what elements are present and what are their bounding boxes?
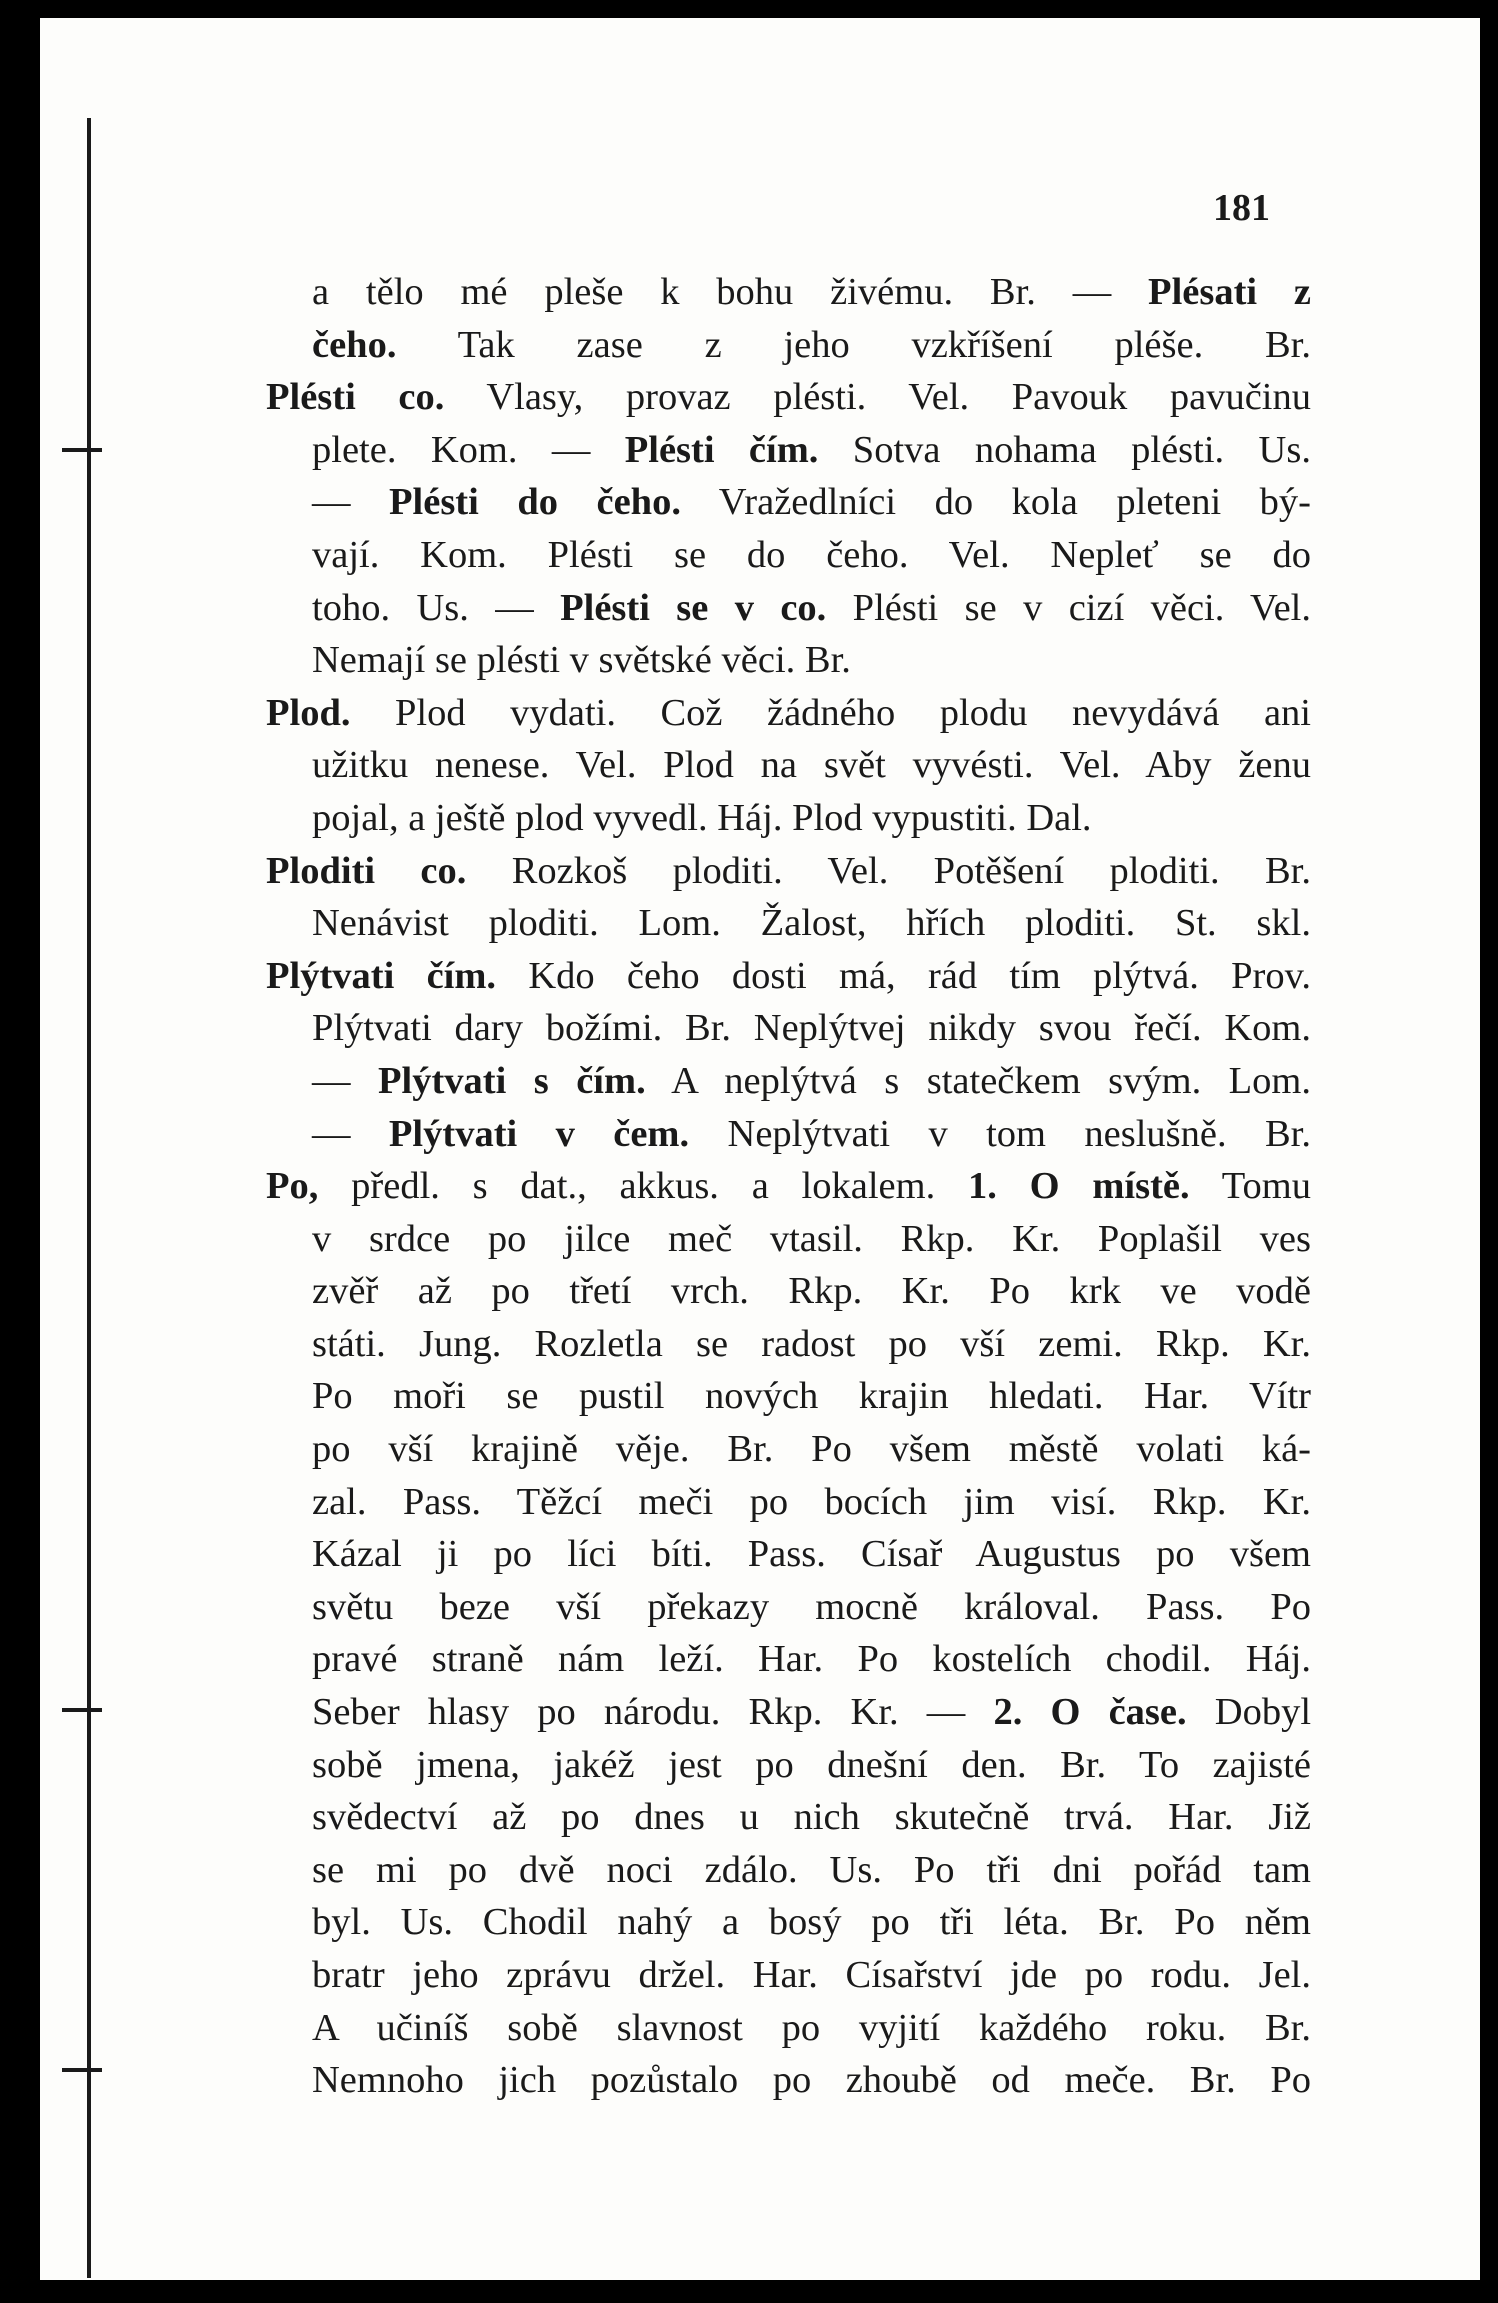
text-line <box>266 424 1311 477</box>
text-line <box>266 529 1311 582</box>
body-text: pojal, a ještě plod vyvedl. Háj. Plod vypustiti. Dal. <box>312 796 1092 839</box>
body-text: v srdce po jilce meč vtasil. Rkp. Kr. Poplašil ves <box>312 1217 1311 1260</box>
body-text: — <box>312 1112 389 1155</box>
margin-tick-mark <box>62 2068 102 2072</box>
body-text: Nemají se plésti v světské věci. Br. <box>312 639 851 682</box>
headword-text: Ploditi co. <box>266 849 467 892</box>
text-line <box>266 687 1311 740</box>
text-line <box>266 1739 1311 1792</box>
body-text: Seber hlasy po národu. Rkp. Kr. — <box>312 1691 994 1734</box>
headword-text: Plýtvati s čím. <box>377 1059 646 1102</box>
body-text: Kázal ji po líci bíti. Pass. Císař Augustus po všem <box>312 1533 1311 1576</box>
text-line <box>266 792 1311 845</box>
body-text: plete. Kom. — <box>312 428 625 471</box>
headword-text: Plésti čím. <box>624 428 819 471</box>
headword-text: 1. O místě. <box>967 1165 1190 1208</box>
body-text: Vražedlníci do kola pleteni bý- <box>680 481 1311 524</box>
body-text: — <box>312 481 390 524</box>
headword-text: Po, <box>266 1165 319 1208</box>
headword-text: Plod. <box>266 691 351 734</box>
page-number: 181 <box>1213 187 1270 229</box>
body-text: vají. Kom. Plésti se do čeho. Vel. Nepleť se do <box>312 533 1311 576</box>
body-text: Plýtvati dary božími. Br. Neplýtvej nikdy svou řečí. Kom. <box>312 1007 1311 1050</box>
body-text: sobě jmena, jakéž jest po dnešní den. Br. To zajisté <box>312 1743 1311 1786</box>
text-line <box>266 1896 1311 1949</box>
headword-text: Plésti co. <box>266 376 445 419</box>
headword-text: 2. O čase. <box>993 1691 1187 1734</box>
body-text: užitku nenese. Vel. Plod na svět vyvésti. Vel. Aby ženu <box>312 744 1311 787</box>
body-text: pravé straně nám leží. Har. Po kostelích chodil. Háj. <box>312 1638 1311 1681</box>
text-line <box>266 1949 1311 2002</box>
body-text: — <box>312 1059 378 1102</box>
body-text: světu beze vší překazy mocně královal. Pass. Po <box>312 1585 1311 1628</box>
text-line <box>266 1791 1311 1844</box>
body-text: byl. Us. Chodil nahý a bosý po tři léta. Br. Po něm <box>312 1901 1311 1944</box>
margin-tick-mark <box>62 1708 102 1712</box>
headword-text: Plésti do čeho. <box>389 481 681 524</box>
text-line <box>266 897 1311 950</box>
text-line <box>266 2054 1311 2107</box>
body-text: státi. Jung. Rozletla se radost po vší zemi. Rkp. Kr. <box>312 1322 1311 1365</box>
text-line <box>266 266 1311 319</box>
body-text: bratr jeho zprávu držel. Har. Císařství jde po rodu. Jel. <box>312 1954 1311 1996</box>
body-text: A učiníš sobě slavnost po vyjití každého roku. Br. <box>312 2006 1311 2049</box>
body-text: Po moři se pustil nových krajin hledati. Har. Vítr <box>312 1375 1311 1418</box>
body-text: Kdo čeho dosti má, rád tím plýtvá. Prov. <box>496 954 1311 997</box>
text-line <box>266 2002 1311 2055</box>
body-text: Tak zase z jeho vzkříšení pléše. Br. <box>396 323 1311 366</box>
text-line <box>266 1581 1311 1634</box>
margin-tick-mark <box>62 448 102 452</box>
text-line <box>266 1423 1311 1476</box>
text-line <box>266 476 1311 529</box>
body-text: toho. Us. — <box>312 586 561 629</box>
text-line <box>266 1633 1311 1686</box>
body-text: Nemnoho jich pozůstalo po zhoubě od meče. Br. Po <box>312 2059 1311 2102</box>
body-text: zvěř až po třetí vrch. Rkp. Kr. Po krk ve vodě <box>312 1270 1311 1313</box>
text-line <box>266 1528 1311 1581</box>
body-text: Nenávist ploditi. Lom. Žalost, hřích ploditi. St. skl. <box>312 902 1311 945</box>
headword-text: Plýtvati v čem. <box>388 1112 690 1155</box>
body-text: Neplýtvati v tom neslušně. Br. <box>689 1112 1312 1155</box>
headword-text: Plésti se v co. <box>560 586 827 629</box>
text-line <box>266 319 1311 372</box>
body-text: zal. Pass. Těžcí meči po bocích jim visí. Rkp. Kr. <box>312 1480 1311 1523</box>
body-text: Plod vydati. Což žádného plodu nevydává ani <box>350 691 1311 734</box>
headword-text: Plésati z <box>1148 271 1312 313</box>
body-text: Rozkoš ploditi. Vel. Potěšení ploditi. Br. <box>466 849 1311 892</box>
body-text: se mi po dvě noci zdálo. Us. Po tři dni pořád tam <box>312 1848 1311 1891</box>
body-text: Plésti se v cizí věci. Vel. <box>826 586 1311 629</box>
body-text: A neplýtvá s statečkem svým. Lom. <box>645 1059 1312 1102</box>
text-line <box>266 1686 1311 1739</box>
text-line <box>266 582 1311 635</box>
text-line <box>266 634 1311 687</box>
headword-text: Plýtvati čím. <box>266 954 497 997</box>
body-text: Sotva nohama plésti. Us. <box>818 428 1311 471</box>
headword-text: čeho. <box>312 323 397 366</box>
text-line <box>266 1844 1311 1897</box>
dictionary-text-block <box>266 266 1311 2107</box>
body-text: Dobyl <box>1186 1691 1312 1734</box>
text-line <box>266 1476 1311 1529</box>
text-line <box>266 739 1311 792</box>
binding-margin-rule <box>87 118 91 2278</box>
text-line <box>266 1002 1311 1055</box>
body-text: Tomu <box>1189 1165 1311 1208</box>
body-text: po vší krajině věje. Br. Po všem městě volati ká- <box>312 1428 1311 1471</box>
text-line <box>266 1213 1311 1266</box>
body-text: svědectví až po dnes u nich skutečně trvá. Har. Již <box>312 1796 1311 1839</box>
book-page <box>40 18 1480 2280</box>
text-line <box>266 1318 1311 1371</box>
body-text: Vlasy, provaz plésti. Vel. Pavouk pavučinu <box>444 376 1312 419</box>
text-line <box>266 1370 1311 1423</box>
text-line <box>266 950 1311 1003</box>
body-text: a tělo mé pleše k bohu živému. Br. — <box>312 271 1149 313</box>
text-line <box>266 845 1311 898</box>
text-line <box>266 1055 1311 1108</box>
body-text: předl. s dat., akkus. a lokalem. <box>318 1165 968 1208</box>
text-line <box>266 1108 1311 1161</box>
text-line <box>266 1160 1311 1213</box>
text-line <box>266 1265 1311 1318</box>
text-line <box>266 371 1311 424</box>
